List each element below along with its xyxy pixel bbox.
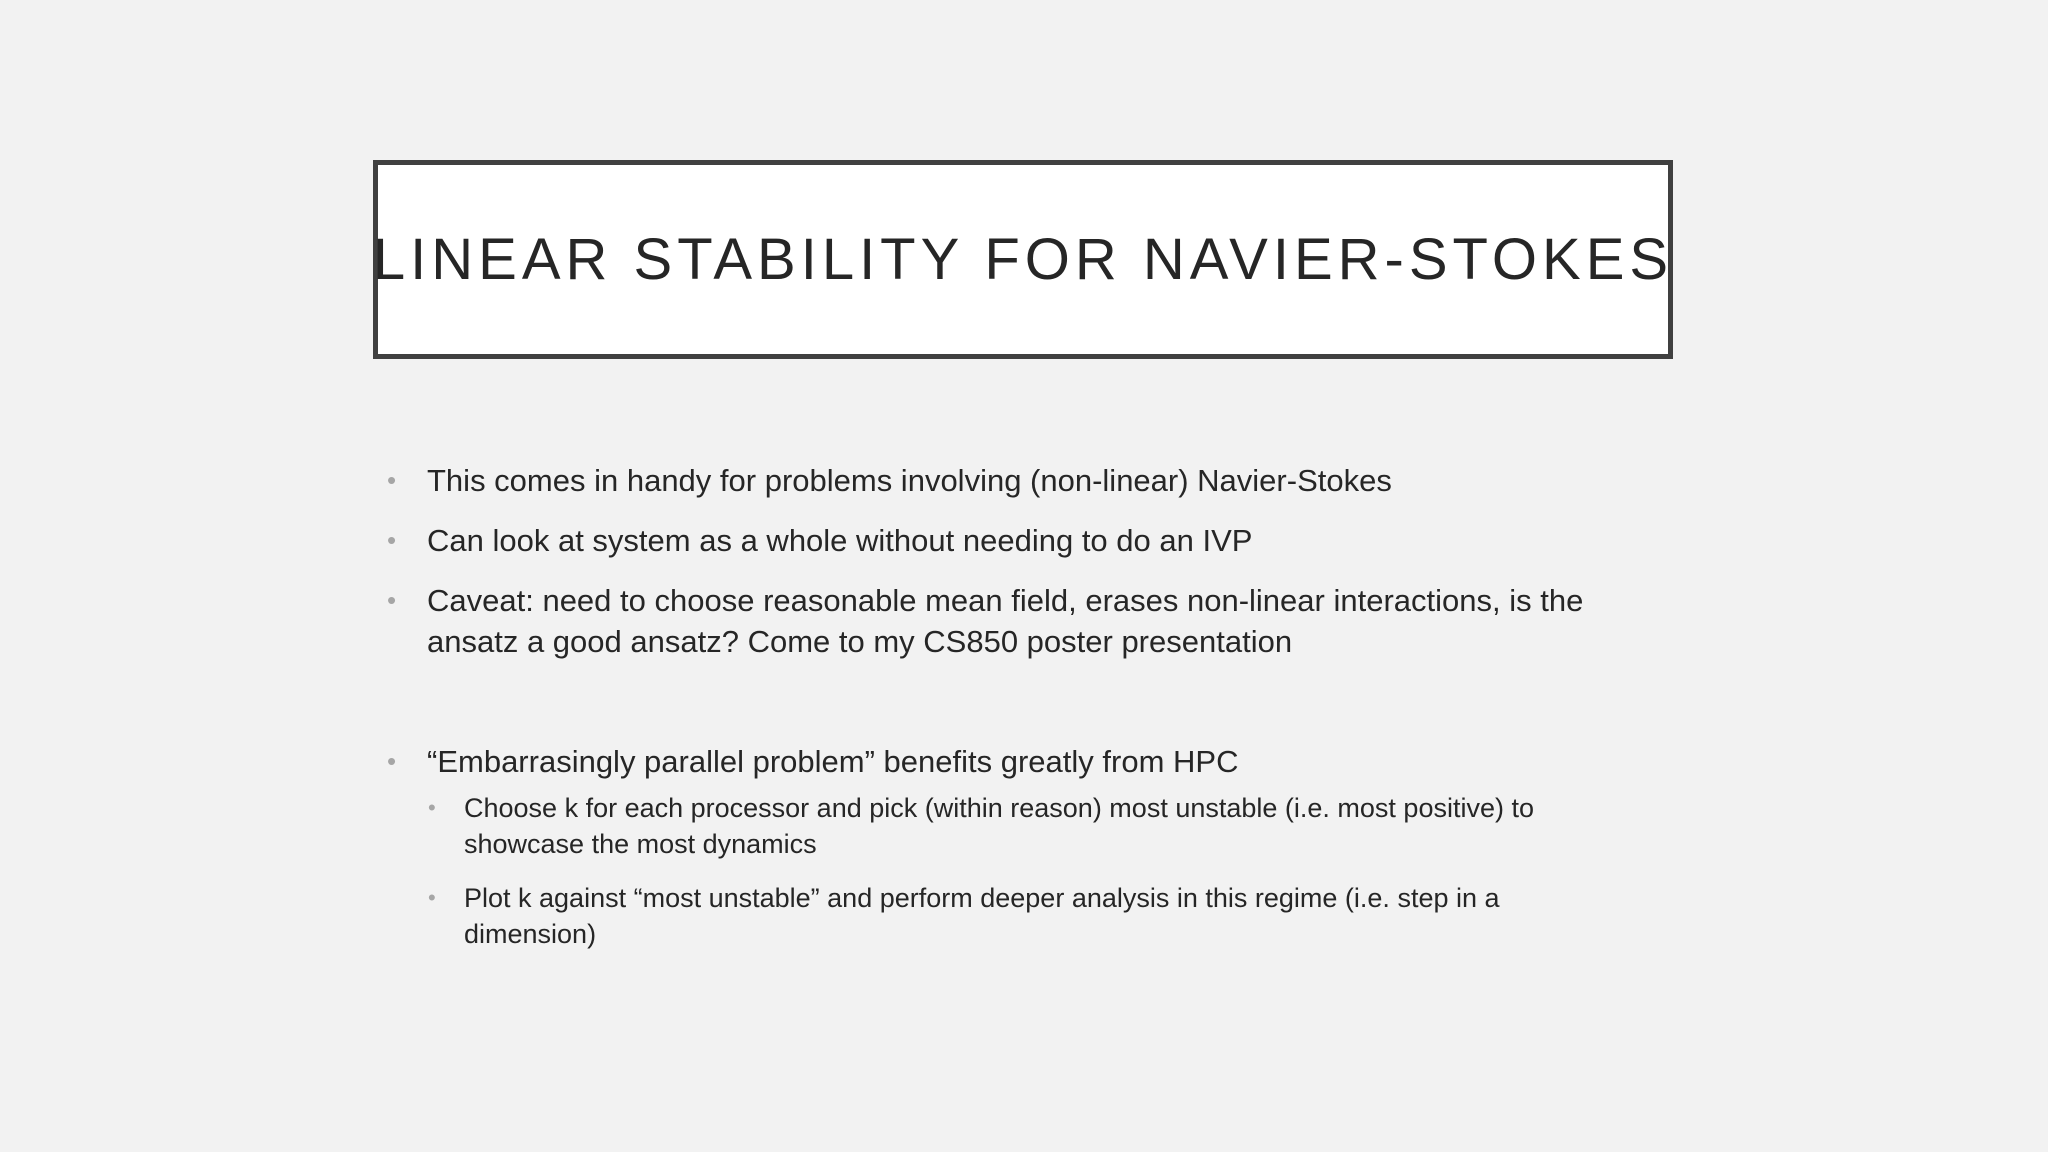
sub-bullet-item xyxy=(427,790,1625,862)
bullet-item xyxy=(385,460,1625,501)
bullet-icon: • xyxy=(428,885,436,910)
bullet-text: Caveat: need to choose reasonable mean field, erases non-linear interactions, is the ansatz a good ansatz? Come to my CS850 poster presentation xyxy=(427,583,1584,659)
bullet-icon: • xyxy=(387,746,397,776)
bullet-icon: • xyxy=(387,465,397,495)
sub-bullet-text: Plot k against “most unstable” and perform deeper analysis in this regime (i.e. step in a dimension) xyxy=(464,883,1500,949)
sub-bullet-list xyxy=(427,790,1625,952)
title-box xyxy=(373,160,1673,359)
bullet-icon: • xyxy=(387,585,397,615)
bullet-item xyxy=(385,741,1625,952)
bullet-icon: • xyxy=(428,795,436,820)
bullet-item xyxy=(385,580,1625,662)
bullet-list xyxy=(385,460,1625,952)
sub-bullet-item xyxy=(427,880,1625,952)
slide-content xyxy=(385,455,1625,952)
bullet-item xyxy=(385,520,1625,561)
slide-title: LINEAR STABILITY FOR NAVIER-STOKES xyxy=(372,227,1674,292)
bullet-text: This comes in handy for problems involving (non-linear) Navier-Stokes xyxy=(427,463,1392,498)
bullet-text: Can look at system as a whole without needing to do an IVP xyxy=(427,523,1253,558)
sub-bullet-text: Choose k for each processor and pick (within reason) most unstable (i.e. most positive) to showcase the most dynamics xyxy=(464,793,1534,859)
bullet-icon: • xyxy=(387,525,397,555)
bullet-text: “Embarrasingly parallel problem” benefits greatly from HPC xyxy=(427,744,1239,779)
